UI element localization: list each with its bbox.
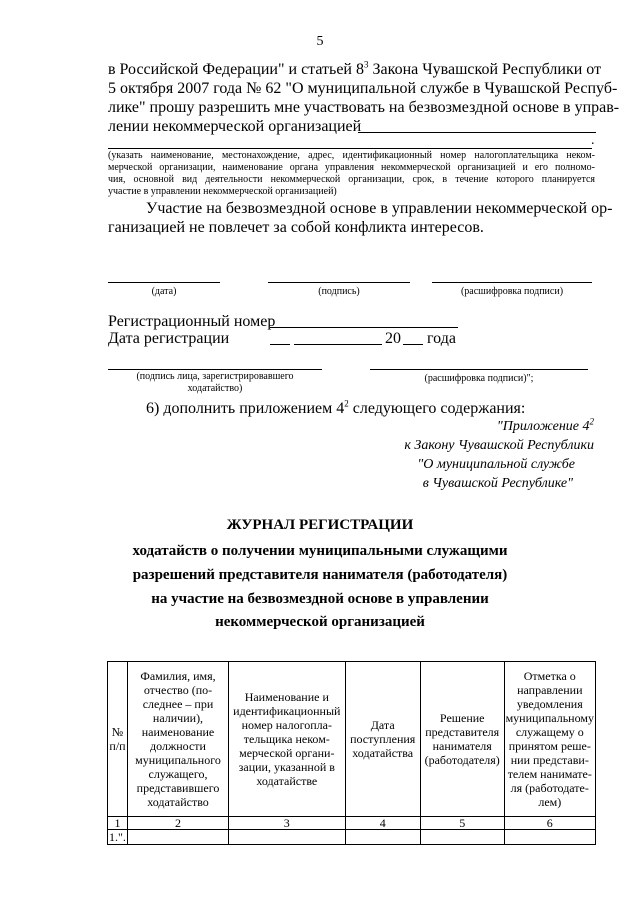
column-number: 5	[420, 817, 504, 830]
table-header-row	[108, 662, 596, 817]
appendix-line-2: к Закону Чувашской Республики	[404, 438, 594, 453]
journal-subtitle-4: некоммерческой организацией	[215, 614, 425, 630]
intro-line-2: 5 октября 2007 года № 62 "О муниципальной службе в Чувашской Респуб-	[108, 80, 618, 97]
appendix-line-4: в Чувашской Республике"	[422, 476, 573, 491]
journal-subtitle-2: разрешений представителя нанимателя (работодателя)	[132, 567, 508, 583]
intro-line-1: в Российской Федерации" и статьей $8^3$ Закона Чувашской Республики от	[108, 59, 602, 78]
date-label: (дата)	[151, 286, 177, 297]
table-cell	[504, 830, 595, 845]
header-decision: Решение представителя нанимателя (работодателя)	[420, 662, 504, 817]
amendment-text: 6) дополнить приложением $4^2$ следующего содержания:	[146, 398, 526, 417]
registrar-signature-line	[108, 369, 322, 370]
reg-year-suffix: года	[427, 330, 456, 347]
header-receipt-date: Дата поступления ходатайства	[345, 662, 420, 817]
registration-number-line	[270, 327, 458, 328]
date-line	[108, 282, 220, 283]
table-cell: 1.".	[109, 830, 126, 844]
appendix-line-1: "Приложение $4^2$	[496, 416, 594, 434]
page-number: 5	[316, 34, 324, 49]
header-number: № п/п	[108, 662, 128, 817]
column-number: 4	[345, 817, 420, 830]
header-organization: Наименование и идентификационный номер налогопла- тельщика неком- мерческой органи- зации, указанной в ходатайстве	[229, 662, 346, 817]
journal-table	[107, 661, 596, 845]
header-employee: Фамилия, имя, отчество (по- следнее – при наличии), наименование должности муниципального служащего, представившего ходатайство	[127, 662, 228, 817]
table-cell	[420, 830, 504, 845]
intro-paragraph	[108, 59, 620, 136]
journal-subtitle-1: ходатайств о получении муниципальными служащими	[132, 543, 508, 559]
column-number: 1	[108, 817, 128, 830]
decoding-label: (расшифровка подписи)	[460, 286, 564, 297]
table-number-row	[108, 817, 596, 830]
column-number: 6	[504, 817, 595, 830]
registrar-decoding-label: (расшифровка подписи)";	[424, 373, 534, 384]
registrar-signature-label: (подпись лица, зарегистрировавшего ходатайство)	[136, 371, 294, 394]
decoding-line	[432, 282, 592, 283]
reg-year-prefix: 20	[385, 330, 401, 347]
appendix-heading	[360, 417, 594, 493]
column-number: 3	[229, 817, 346, 830]
instruction-note: (указать наименование, местонахождение, адрес, идентификационный номер налогоплательщика неком- мерческой организации, наименование органа управления некоммерческой организацией и его полномо- чия, основной вид деятельности некоммерческой организации, срок, в течение которого планируется участие в управлении некоммерческой организацией)	[108, 150, 595, 197]
reg-day-line	[270, 344, 290, 345]
table-cell	[229, 830, 346, 845]
intro-line-4: лении некоммерческой организацией	[108, 118, 362, 135]
conflict-paragraph: Участие на безвозмездной основе в управлении некоммерческой ор- ганизацией не повлечет за собой конфликта интересов.	[108, 200, 613, 236]
header-notification: Отметка о направлении уведомления муниципальному служащему о принятом реше- нии представи- телем нанимате- ля (работодате- лем)	[504, 662, 595, 817]
table-cell	[345, 830, 420, 845]
reg-year-line	[403, 344, 423, 345]
registration-date-label: Дата регистрации	[108, 330, 230, 347]
registration-number-label: Регистрационный номер	[108, 313, 276, 330]
instruction-dot: .	[591, 133, 595, 148]
journal-subtitle-3: на участие на безвозмездной основе в управлении	[151, 591, 489, 607]
signature-line	[268, 282, 410, 283]
organization-fill-line	[358, 132, 596, 133]
journal-title: ЖУРНАЛ РЕГИСТРАЦИИ	[226, 517, 414, 533]
column-number: 2	[127, 817, 228, 830]
appendix-line-3: "О муниципальной службе	[417, 457, 575, 472]
intro-line-3: лике" прошу разрешить мне участвовать на безвозмездной основе в управ-	[108, 99, 620, 116]
registrar-decoding-line	[370, 369, 588, 370]
organization-fill-line-2	[108, 148, 592, 149]
table-row	[108, 830, 596, 845]
table-cell	[127, 830, 228, 845]
reg-month-line	[294, 344, 382, 345]
signature-label: (подпись)	[318, 286, 360, 297]
